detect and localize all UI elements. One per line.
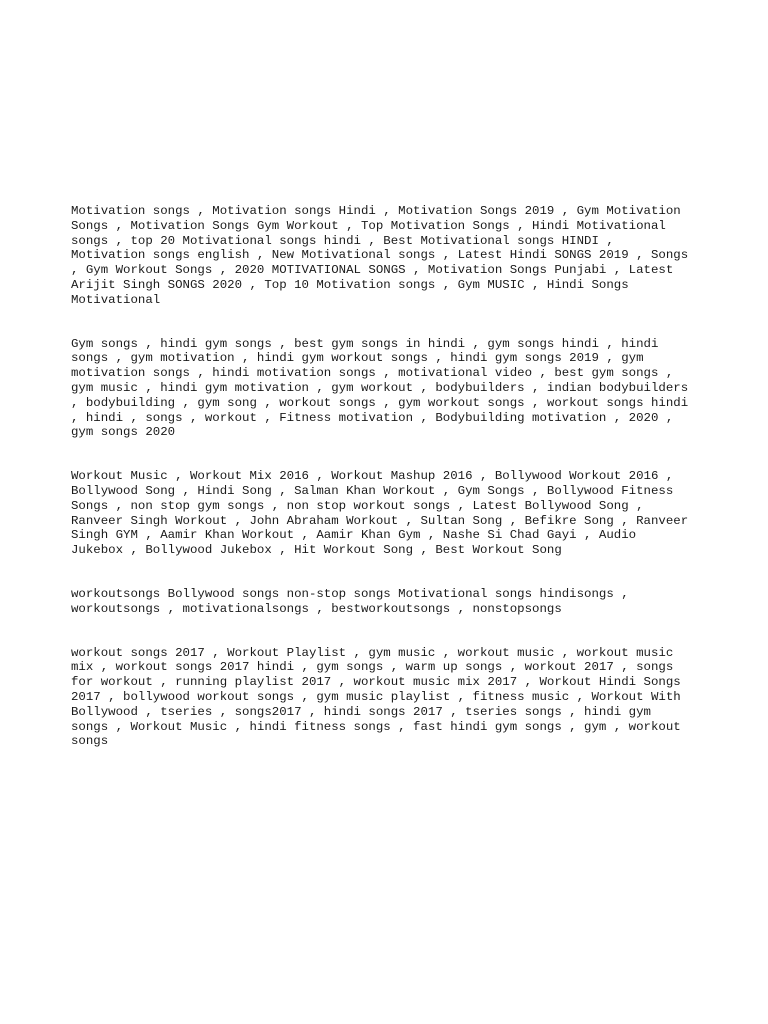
- text-line: gym songs 2020: [71, 425, 176, 440]
- paragraph-motivation-songs: [71, 204, 701, 308]
- text-line: Singh GYM , Aamir Khan Workout , Aamir Khan Gym , Nashe Si Chad Gayi , Audio: [71, 528, 637, 543]
- text-line: gym music , hindi gym motivation , gym workout , bodybuilders , indian bodybuilders: [71, 380, 689, 395]
- paragraph-workout-music: [71, 469, 701, 558]
- text-line: workout songs 2017 , Workout Playlist , gym music , workout music , workout music: [71, 645, 674, 660]
- paragraph-gym-songs: [71, 337, 701, 441]
- text-line: songs , Workout Music , hindi fitness songs , fast hindi gym songs , gym , workout: [71, 719, 681, 734]
- text-line: songs , top 20 Motivational songs hindi , Best Motivational songs HINDI ,: [71, 233, 614, 248]
- text-line: Motivational: [71, 292, 161, 307]
- document-body: [71, 204, 701, 749]
- text-line: Jukebox , Bollywood Jukebox , Hit Workout Song , Best Workout Song: [71, 543, 562, 558]
- text-line: Gym songs , hindi gym songs , best gym songs in hindi , gym songs hindi , hindi: [71, 336, 659, 351]
- text-line: 2017 , bollywood workout songs , gym music playlist , fitness music , Workout With: [71, 689, 681, 704]
- text-line: workoutsongs Bollywood songs non-stop songs Motivational songs hindisongs ,: [71, 586, 629, 601]
- text-line: Songs , Motivation Songs Gym Workout , Top Motivation Songs , Hindi Motivational: [71, 218, 666, 233]
- text-line: , hindi , songs , workout , Fitness motivation , Bodybuilding motivation , 2020 ,: [71, 410, 674, 425]
- text-line: Motivation songs english , New Motivational songs , Latest Hindi SONGS 2019 , Songs: [71, 248, 689, 263]
- paragraph-workout-songs-2017: [71, 646, 701, 750]
- text-line: motivation songs , hindi motivation songs , motivational video , best gym songs ,: [71, 366, 674, 381]
- text-line: songs , gym motivation , hindi gym workout songs , hindi gym songs 2019 , gym: [71, 351, 644, 366]
- text-line: Bollywood , tseries , songs2017 , hindi songs 2017 , tseries songs , hindi gym: [71, 704, 651, 719]
- text-line: Motivation songs , Motivation songs Hindi , Motivation Songs 2019 , Gym Motivation: [71, 204, 681, 218]
- text-line: songs: [71, 734, 109, 749]
- text-line: Ranveer Singh Workout , John Abraham Workout , Sultan Song , Befikre Song , Ranveer: [71, 513, 689, 528]
- text-line: , bodybuilding , gym song , workout songs , gym workout songs , workout songs hindi: [71, 395, 689, 410]
- text-line: mix , workout songs 2017 hindi , gym songs , warm up songs , workout 2017 , songs: [71, 660, 674, 675]
- text-line: for workout , running playlist 2017 , workout music mix 2017 , Workout Hindi Songs: [71, 675, 681, 690]
- text-line: Bollywood Song , Hindi Song , Salman Khan Workout , Gym Songs , Bollywood Fitness: [71, 483, 674, 498]
- text-line: , Gym Workout Songs , 2020 MOTIVATIONAL SONGS , Motivation Songs Punjabi , Latest: [71, 263, 674, 278]
- text-line: Workout Music , Workout Mix 2016 , Workout Mashup 2016 , Bollywood Workout 2016 ,: [71, 469, 674, 484]
- text-line: Arijit Singh SONGS 2020 , Top 10 Motivation songs , Gym MUSIC , Hindi Songs: [71, 277, 629, 292]
- paragraph-workoutsongs-tags: [71, 587, 701, 617]
- text-line: Songs , non stop gym songs , non stop workout songs , Latest Bollywood Song ,: [71, 498, 644, 513]
- text-line: workoutsongs , motivationalsongs , bestworkoutsongs , nonstopsongs: [71, 601, 562, 616]
